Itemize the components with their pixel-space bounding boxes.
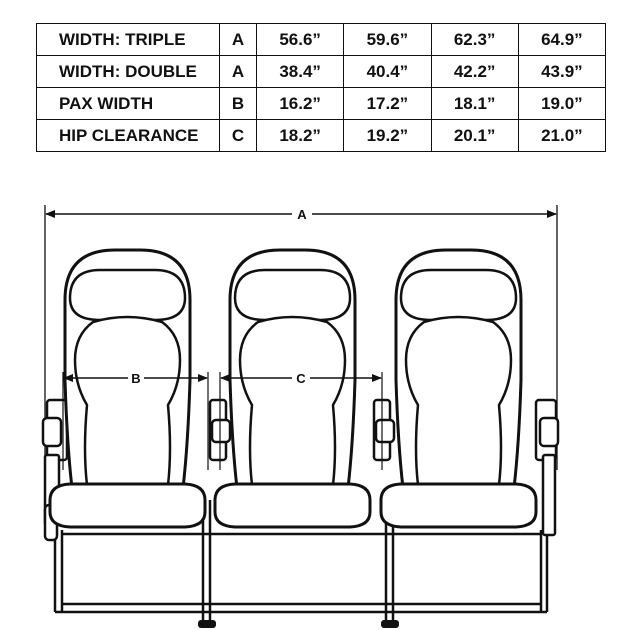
table-cell: 21.0”	[518, 120, 605, 152]
row-label: WIDTH: DOUBLE	[37, 56, 220, 88]
dimension-code: A	[220, 56, 257, 88]
table-cell: 40.4”	[344, 56, 431, 88]
dim-a-label: A	[297, 207, 307, 222]
row-label: HIP CLEARANCE	[37, 120, 220, 152]
leg-foot-right	[381, 620, 399, 628]
table-cell: 62.3”	[431, 24, 518, 56]
table-cell: 17.2”	[344, 88, 431, 120]
table-cell: 42.2”	[431, 56, 518, 88]
dimension-code: A	[220, 24, 257, 56]
table-cell: 16.2”	[257, 88, 344, 120]
seat-left	[50, 250, 205, 527]
table-cell: 18.2”	[257, 120, 344, 152]
leg-foot-left	[198, 620, 216, 628]
table-cell: 38.4”	[257, 56, 344, 88]
table-cell: 56.6”	[257, 24, 344, 56]
table-cell: 19.0”	[518, 88, 605, 120]
table-cell: 19.2”	[344, 120, 431, 152]
row-label: WIDTH: TRIPLE	[37, 24, 220, 56]
table-cell: 18.1”	[431, 88, 518, 120]
row-label: PAX WIDTH	[37, 88, 220, 120]
table-cell: 64.9”	[518, 24, 605, 56]
table-cell: 20.1”	[431, 120, 518, 152]
dim-c-label: C	[296, 371, 306, 386]
dimension-code: B	[220, 88, 257, 120]
dim-b-label: B	[131, 371, 141, 386]
seat-middle	[215, 250, 370, 527]
seat-right	[381, 250, 536, 527]
table-cell: 59.6”	[344, 24, 431, 56]
table-cell: 43.9”	[518, 56, 605, 88]
dimension-code: C	[220, 120, 257, 152]
